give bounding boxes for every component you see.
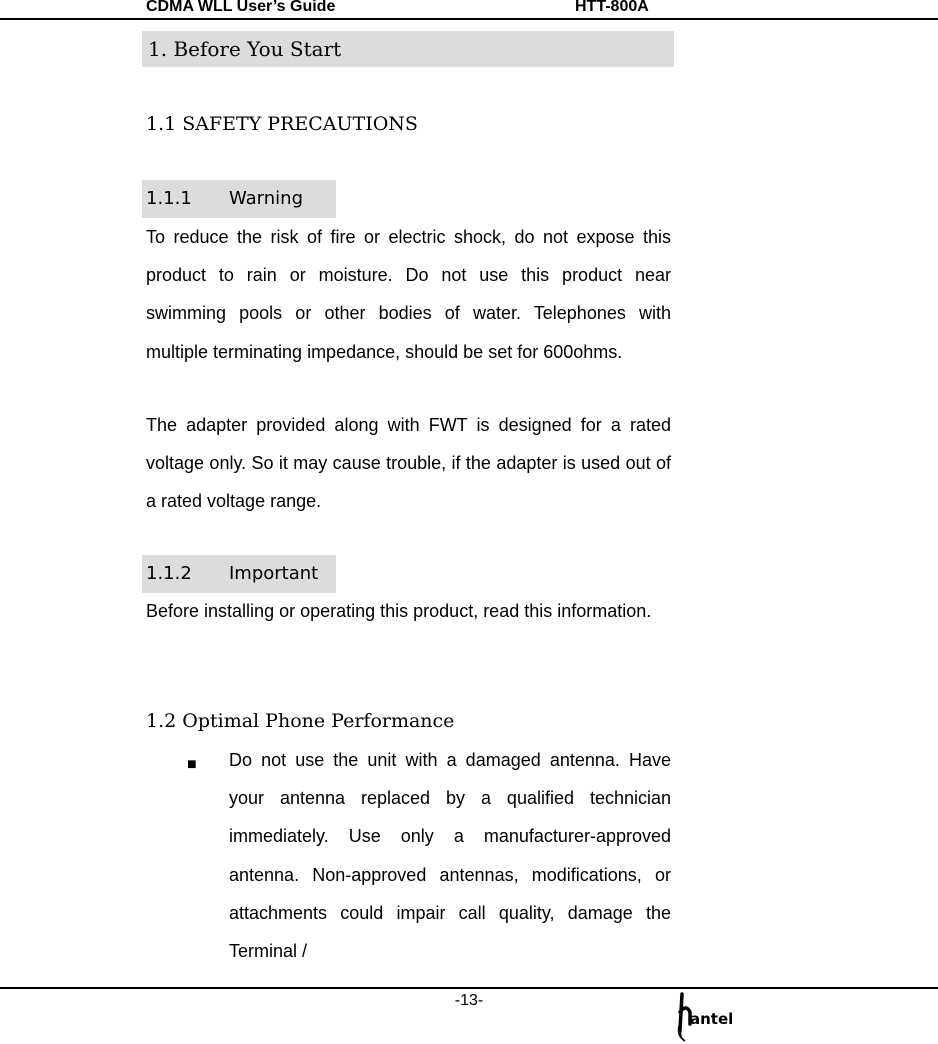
bullet-square-icon: ■: [187, 756, 197, 773]
chapter-heading: 1. Before You Start: [142, 31, 674, 67]
header-doc-title: CDMA WLL User’s Guide: [146, 0, 336, 15]
header-model-number: HTT-800A: [575, 0, 649, 15]
subsection-heading-important: [142, 555, 336, 593]
subsection-number: 1.1.2: [146, 563, 192, 584]
svg-text:antel: antel: [690, 1010, 734, 1028]
header-divider: [0, 18, 938, 20]
subsection-label: Important: [229, 563, 319, 584]
page-number: -13-: [454, 992, 484, 1009]
section-heading-performance: 1.2 Optimal Phone Performance: [146, 710, 455, 732]
subsection-label: Warning: [229, 188, 304, 209]
warning-paragraph-2: The adapter provided along with FWT is designed for a rated voltage only. So it may cause trouble, if the adapter is used out of a rated voltage range.: [146, 415, 671, 512]
warning-paragraph-1: To reduce the risk of fire or electric shock, do not expose this product to rain or moisture. Do not use this product near swimming pools or other bodies of water. Telephones with multiple terminating impedance, should be set for 600ohms.: [146, 227, 671, 362]
section-heading-safety: 1.1 SAFETY PRECAUTIONS: [146, 113, 418, 135]
subsection-heading-warning: [142, 180, 336, 218]
footer-divider: [0, 987, 938, 989]
hantel-logo-icon: [676, 990, 744, 1044]
important-paragraph: Before installing or operating this product, read this information.: [146, 601, 652, 621]
subsection-number: 1.1.1: [146, 188, 192, 209]
bullet-item-text: Do not use the unit with a damaged antenna. Have your antenna replaced by a qualified technician immediately. Use only a manufacturer-approved antenna. Non-approved antennas, modifications, or attachments could impair call quality, damage the Terminal /: [229, 750, 671, 962]
